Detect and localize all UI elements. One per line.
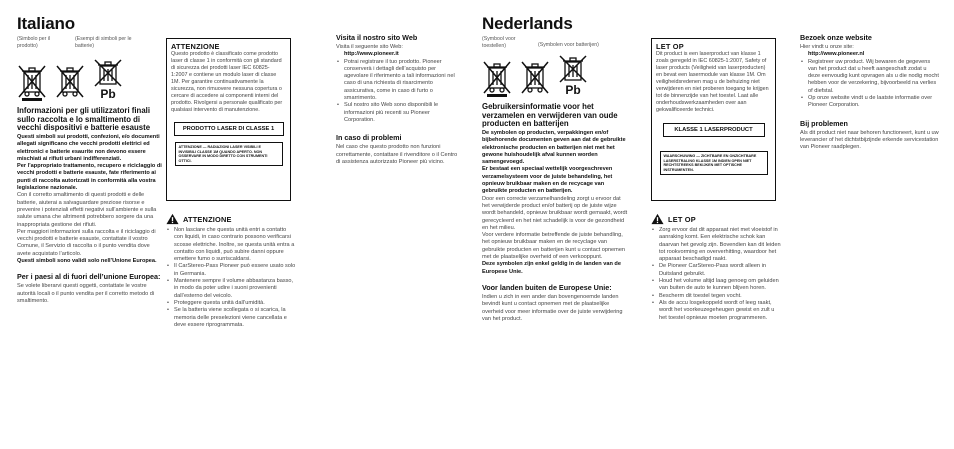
info-heading: Gebruikersinformatie voor het verzamelen en verwijderen van oude producten en batterijen: [482, 102, 618, 129]
list-item: • Non lasciare che questa unità entri a contatto con liquidi, in caso contrario possono verificarsi scosse elettriche. Inoltre, se questa unità entra a contatto con liquidi, può subire danni oppure emettere fumo o surriscaldarsi.: [174, 227, 296, 263]
problems-heading: Bij problemen: [800, 118, 848, 128]
outside-eu-text: Se volete liberarvi questi oggetti, contattate le vostre autorità locali o il punto vendita per il corretto metodo di smaltimento.: [17, 283, 155, 304]
pb-label: Pb: [100, 87, 116, 102]
attention2-list: [651, 227, 781, 322]
battery-pb-bin-icon: [93, 57, 123, 87]
info-bold-3: Questi simboli sono validi solo nell’Unione Europea.: [17, 258, 157, 265]
nederlands-col-3: [800, 34, 940, 152]
website-url-link[interactable]: http://www.pioneer.nl: [808, 51, 865, 58]
website-url-link[interactable]: http://www.pioneer.it: [344, 51, 399, 58]
list-item: • Mantenere sempre il volume abbastanza basso, in modo da poter udire i suoni provenienti dall’esterno del veicolo.: [174, 278, 296, 300]
warning-triangle-icon: [651, 213, 664, 225]
problems-text: Nel caso che questo prodotto non funzioni correttamente, contattare il rivenditore o il Centro di assistenza autorizzato Pioneer più vicino.: [336, 144, 458, 165]
laser-warning-label: WAARSCHUWING — ZICHTBARE EN ONZICHTBARE LASERSTRALING KLASSE 1M INDIEN OPEN NIET RECHTSTREEKS BEKIJKEN MET OPTISCHE INSTRUMENTEN.: [660, 151, 768, 175]
list-item: • Als de accu losgekoppeld wordt of leeg raakt, wordt het voorkeuzegeheugen gewist en zult u het toestel opnieuw moeten programmeren.: [659, 300, 781, 322]
attention-text: Questo prodotto è classificato come prodotto laser di classe 1 in conformità con gli standard di sicurezza dei prodotti laser IEC 60825-1:2007 e contiene un modulo laser di classe 1M. Per garantire continuativamente la sicurezza, non rimuovere nessuna copertura o cercare di accedere ai componenti interni del prodotto. Rivolgersi a personale qualificato per qualsiasi intervento di manutenzione.: [171, 51, 283, 113]
attention2-list: [166, 227, 296, 329]
problems-text: Als dit product niet naar behoren functioneert, kunt u uw leverancier of het dichtstbijzijnde erkende servicestation van Pioneer raadplegen.: [800, 129, 939, 151]
laser-class-label: PRODOTTO LASER DI CLASSE 1: [174, 122, 284, 136]
list-item: • Sul nostro sito Web sono disponibili le informazioni più recenti su Pioneer Corporation.: [344, 102, 460, 124]
list-item: • De Pioneer CarStereo-Pass wordt alleen in Duitsland gebruikt.: [659, 263, 781, 278]
attention2-section: [166, 213, 296, 329]
symbol-caption-battery: (Symbolen voor batterijen): [538, 42, 599, 48]
attention2-title: ATTENZIONE: [183, 214, 232, 224]
battery-pb-bin-icon: [558, 53, 588, 83]
attention-title: ATTENZIONE: [171, 42, 220, 51]
problems-heading: In caso di problemi: [336, 133, 402, 143]
attention2-section: [651, 213, 781, 322]
info-bold-3: Deze symbolen zijn enkel geldig in de landen van de Europese Unie.: [482, 261, 621, 275]
info-heading: Informazioni per gli utilizzatori finali sullo raccolta e lo smaltimento di vecchi dispositivi e batterie esauste: [17, 106, 151, 133]
attention-title: LET OP: [656, 42, 684, 51]
info-paragraph-2: Per maggiori informazioni sulla raccolta e il riciclaggio di vecchi prodotti e batterie esauste, contattate il vostro Comune, il Servizio di raccolta o il punto vendita dove avete acquistato l’articolo.: [17, 228, 156, 257]
weee-bin-icon: [482, 59, 512, 97]
website-intro: Hier vindt u onze site:: [800, 44, 854, 50]
info-bold-2: Per l’appropriato trattamento, recupero e riciclaggio di vecchi prodotti e batterie esauste, fate riferimento ai punti di raccolta autorizzati in conformità alla vostra legislazione nazionale.: [17, 163, 162, 192]
italiano-col-3: [336, 34, 460, 166]
list-item: • Proteggere questa unità dall’umidità.: [174, 300, 296, 307]
website-heading: Bezoek onze website: [800, 33, 872, 42]
website-list: [336, 59, 460, 125]
pb-label: Pb: [565, 83, 581, 98]
info-bold-2: Er bestaat een speciaal wettelijk voorgeschreven verzamelsysteem voor de juiste behandeling, het opnieuw bruikbaar maken en de recycage van gebruikte producten en batterijen.: [482, 166, 613, 195]
website-intro: Visita il seguente sito Web:: [336, 44, 403, 50]
info-bold-1: De symbolen op producten, verpakkingen en/of bijbehorende documenten geven aan dat de gebruikte elektronische producten en batterijen niet met het gewone huishoudelijk afval kunnen worden samengevoegd.: [482, 129, 626, 166]
outside-eu-heading: Per i paesi al di fuori dell’unione Europea:: [17, 272, 161, 282]
outside-eu-heading: Voor landen buiten de Europese Unie:: [482, 282, 612, 292]
list-item: • Bescherm dit toestel tegen vocht.: [659, 293, 781, 300]
list-item: • Potrai registrare il tuo prodotto. Pioneer conserverà i dettagli dell’acquisto per agevolare il riferimento a tali informazioni nel caso di una richiesta di risarcimento assicurativa, come in caso di furto o smarrimento.: [344, 59, 460, 103]
symbol-caption-product: (Simbolo per il prodotto): [17, 36, 51, 49]
laser-warning-label: ATTENZIONE — RADIAZIONI LASER VISIBILI E INVISIBILI CLASSE 1M QUANDO APERTO. NON OSSERVARE IN MODO DIRETTO CON STRUMENTI OTTICI.: [175, 142, 283, 166]
list-item: • Houd het volume altijd laag genoeg om geluiden van buiten de auto te kunnen blijven horen.: [659, 278, 781, 293]
list-item: • Se la batteria viene scollegata o si scarica, la memoria delle preselezioni viene cancellata e deve essere riprogrammata.: [174, 307, 296, 329]
nederlands-col-1: [482, 36, 628, 323]
attention-text: Dit product is een laserproduct van klasse 1 zoals geregeld in IEC 60825-1:2007, Safety of laser products (Veiligheid van laserproducten) en bevat een lasermodule van klasse 1M. Om veiligheidsredenen mag u de behuizing niet verwijderen en niet proberen toegang te krijgen tot de binnenzijde van het toestel. Laat alle onderhoudswerkzaamheden over aan gekwalificeerde technici.: [656, 51, 769, 113]
italiano-title: Italiano: [17, 14, 75, 33]
attention-box: [651, 38, 776, 201]
battery-bin-icon: [520, 59, 550, 97]
info-paragraph-1: Con il corretto smaltimento di questi prodotti e delle batterie, aiuterai a salvaguardare preziose risorse e prevenire i potenziali effetti negativi sull’ambiente e sulla salute umana che altrimenti potrebbero sorgere da una inappropriata gestione dei rifiuti.: [17, 192, 157, 228]
attention-box: [166, 38, 291, 201]
nederlands-title: Nederlands: [482, 14, 573, 33]
weee-bin-icon: [17, 63, 47, 101]
warning-triangle-icon: [166, 213, 179, 225]
info-bold-1: Questi simboli sui prodotti, confezioni, e/o documenti allegati significano che vecchi prodotti elettrici ed elettronici e batterie esaurite non devono essere mischiati ai rifiuti urbani indifferenziati.: [17, 133, 160, 162]
website-heading: Visita il nostro sito Web: [336, 33, 418, 42]
list-item: • Zorg ervoor dat dit apparaat niet met vloeistof in aanraking komt. Een elektrische schok kan daarvan het gevolg zijn. Bovendien kan dit leiden tot rookvorming en oververhitting, waardoor het apparaat beschadigd raakt.: [659, 227, 781, 263]
symbol-caption-battery: (Esempi di simboli per le batterie): [75, 36, 132, 49]
list-item: • Registreer uw product. Wij bewaren de gegevens van het product dat u heeft aangeschaft zodat u deze eenvoudig kunt opvragen als u die nodig mocht hebben voor de verzekering, bijvoorbeeld na verlies of diefstal.: [808, 59, 940, 95]
info-paragraph-1: Door een correcte verzamelhandeling zorgt u ervoor dat het verwijderde product en/of batterij op de juiste wijze wordt behandeld, opnieuw bruikbaar wordt gemaakt, wordt gerecycleerd en het niet schadelijk is voor de gezondheid en het milieu.: [482, 195, 628, 231]
list-item: • Op onze website vindt u de laatste informatie over Pioneer Corporation.: [808, 95, 940, 110]
italiano-col-1: [17, 36, 163, 305]
list-item: • Il CarStereo-Pass Pioneer può essere usato solo in Germania.: [174, 263, 296, 278]
outside-eu-text: Indien u zich in een ander dan bovengenoemde landen bevindt kunt u contact opnemen met de plaatselijke overheid voor meer informatie over de juiste verwijdering van het product.: [482, 293, 623, 322]
battery-bin-icon: [55, 63, 85, 101]
info-paragraph-2: Voor verdere informatie betreffende de juiste behandling, het opnieuw bruikbaar maken en de recyclage van gebruikte producten en batterijen kunt u contact opnemen met de plaatselijke overheid of een verkooppunt.: [482, 232, 626, 261]
laser-class-label: KLASSE 1 LASERPRODUCT: [663, 123, 765, 137]
website-list: [800, 59, 940, 110]
attention2-title: LET OP: [668, 214, 696, 224]
symbol-caption-product: (Symbool voor toestellen): [482, 36, 516, 49]
